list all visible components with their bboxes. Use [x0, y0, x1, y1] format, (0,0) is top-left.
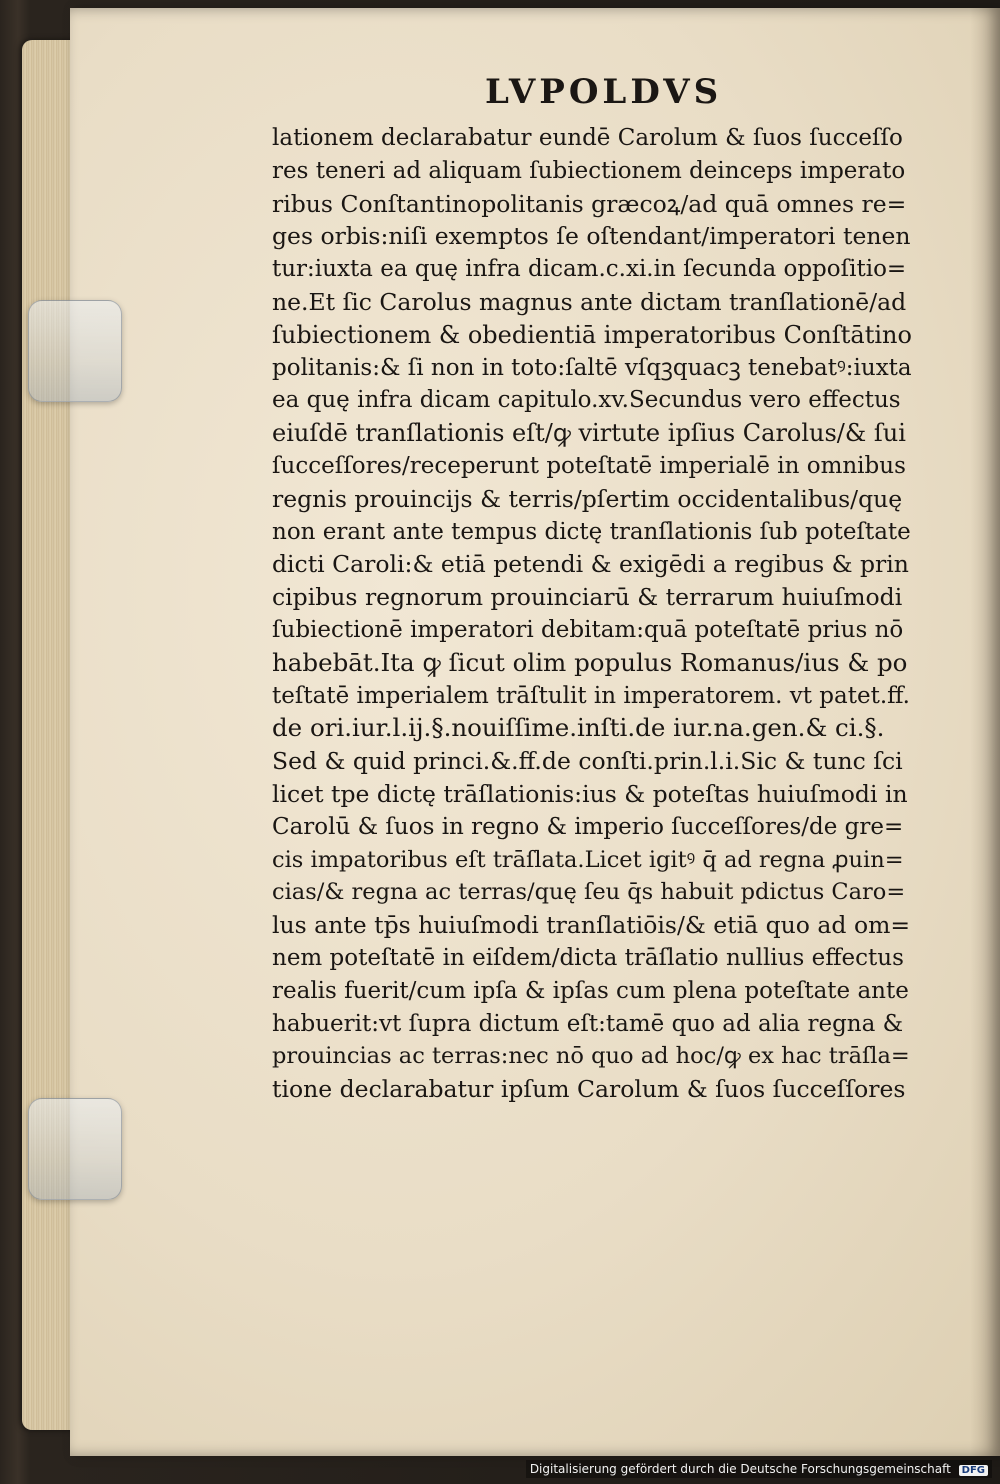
text-line: habuerit:vt ſupra dictum eſt:tamē quo ad alia regna &	[272, 1010, 904, 1037]
glass-clip-top	[28, 300, 122, 402]
text-line: Sed & quid princi.&.ff.de conſti.prin.l.i.Sic & tunc ſci	[272, 747, 903, 776]
running-head: LVPOLDVS	[485, 72, 723, 112]
text-line: lus ante tp̄s huiuſmodi tranſlatiōis/& etiā quo ad om=	[272, 911, 911, 940]
glass-clip-bottom	[28, 1098, 122, 1200]
footer-text: Digitalisierung gefördert durch die Deutsche Forschungsgemeinschaft	[529, 1462, 951, 1476]
text-line: lationem declarabatur eundē Carolum & ſuos ſucceſſo	[272, 125, 903, 151]
text-line: ne.Et ſic Carolus magnus ante dictam tranſlationē/ad	[272, 287, 907, 316]
text-line: regnis prouincijs & terris/pſertim occidentalibus/quę	[272, 484, 903, 513]
text-line: dicti Caroli:& etiā petendi & exigēdi a regibus & prin	[272, 550, 909, 579]
text-line: habebāt.Ita ꝙ ſicut olim populus Romanus/ius & po	[272, 647, 908, 677]
text-line: teſtatē imperialem trāſtulit in imperatorem. vt patet.ff.	[272, 682, 910, 709]
text-line: de ori.iur.l.ij.§.nouiſſime.inſti.de iur.na.gen.& ci.§.	[272, 713, 885, 743]
text-line: ſucceſſores/receperunt poteſtatē imperialē in omnibus	[272, 452, 906, 479]
text-line: realis fuerit/cum ipſa & ipſas cum plena poteſtate ante	[272, 977, 909, 1004]
text-line: non erant ante tempus dictę tranſlationis ſub poteſtate	[272, 518, 911, 545]
text-line: ea quę infra dicam capitulo.xv.Secundus vero effectus	[272, 387, 901, 414]
text-line: tur:iuxta ea quę infra dicam.c.xi.in ſecunda oppoſitio=	[272, 256, 907, 283]
text-line: eiuſdē tranſlationis eſt/ꝙ virtute ipſius Carolus/& ſui	[272, 419, 906, 448]
text-line: tione declarabatur ipſum Carolum & ſuos ſucceſſores	[272, 1075, 906, 1104]
text-line: ribus Conſtantinopolitanis græcoꝝ/ad quā omnes re=	[272, 189, 907, 218]
text-line: cipibus regnorum prouinciarū & terrarum huiuſmodi	[272, 583, 903, 612]
digitization-footer	[526, 1460, 992, 1478]
text-line: politanis:& ſi non in toto:ſaltē vſqꝫquacꝫ tenebatꝰ:iuxta	[272, 354, 912, 381]
dfg-logo-icon: DFG	[959, 1465, 988, 1476]
text-line: licet tpe dictę trāſlationis:ius & poteſtas huiuſmodi in	[272, 779, 908, 808]
text-line: Carolū & ſuos in regno & imperio ſucceſſores/de gre=	[272, 813, 904, 840]
text-line: ſubiectionē imperatori debitam:quā poteſtatē prius nō	[272, 616, 904, 643]
text-line: res teneri ad aliquam ſubiectionem deinceps imperato	[272, 157, 906, 184]
text-line: cis impatoribus eſt trāſlata.Licet igitꝰ q̄ ad regna ꝓuin=	[272, 846, 904, 873]
text-line: nem poteſtatē in eiſdem/dicta trāſlatio nullius effectus	[272, 944, 904, 971]
text-line: cias/& regna ac terras/quę ſeu q̄s habuit pdictus Caro=	[272, 879, 906, 906]
text-line: prouincias ac terras:nec nō quo ad hoc/ꝙ ex hac trāſla=	[272, 1043, 910, 1070]
body-text	[272, 122, 912, 1106]
text-line: ſubiectionem & obedientiā imperatoribus Conſtātino	[272, 320, 912, 349]
text-line: ges orbis:niſi exemptos ſe oſtendant/imperatori tenen	[272, 222, 911, 251]
